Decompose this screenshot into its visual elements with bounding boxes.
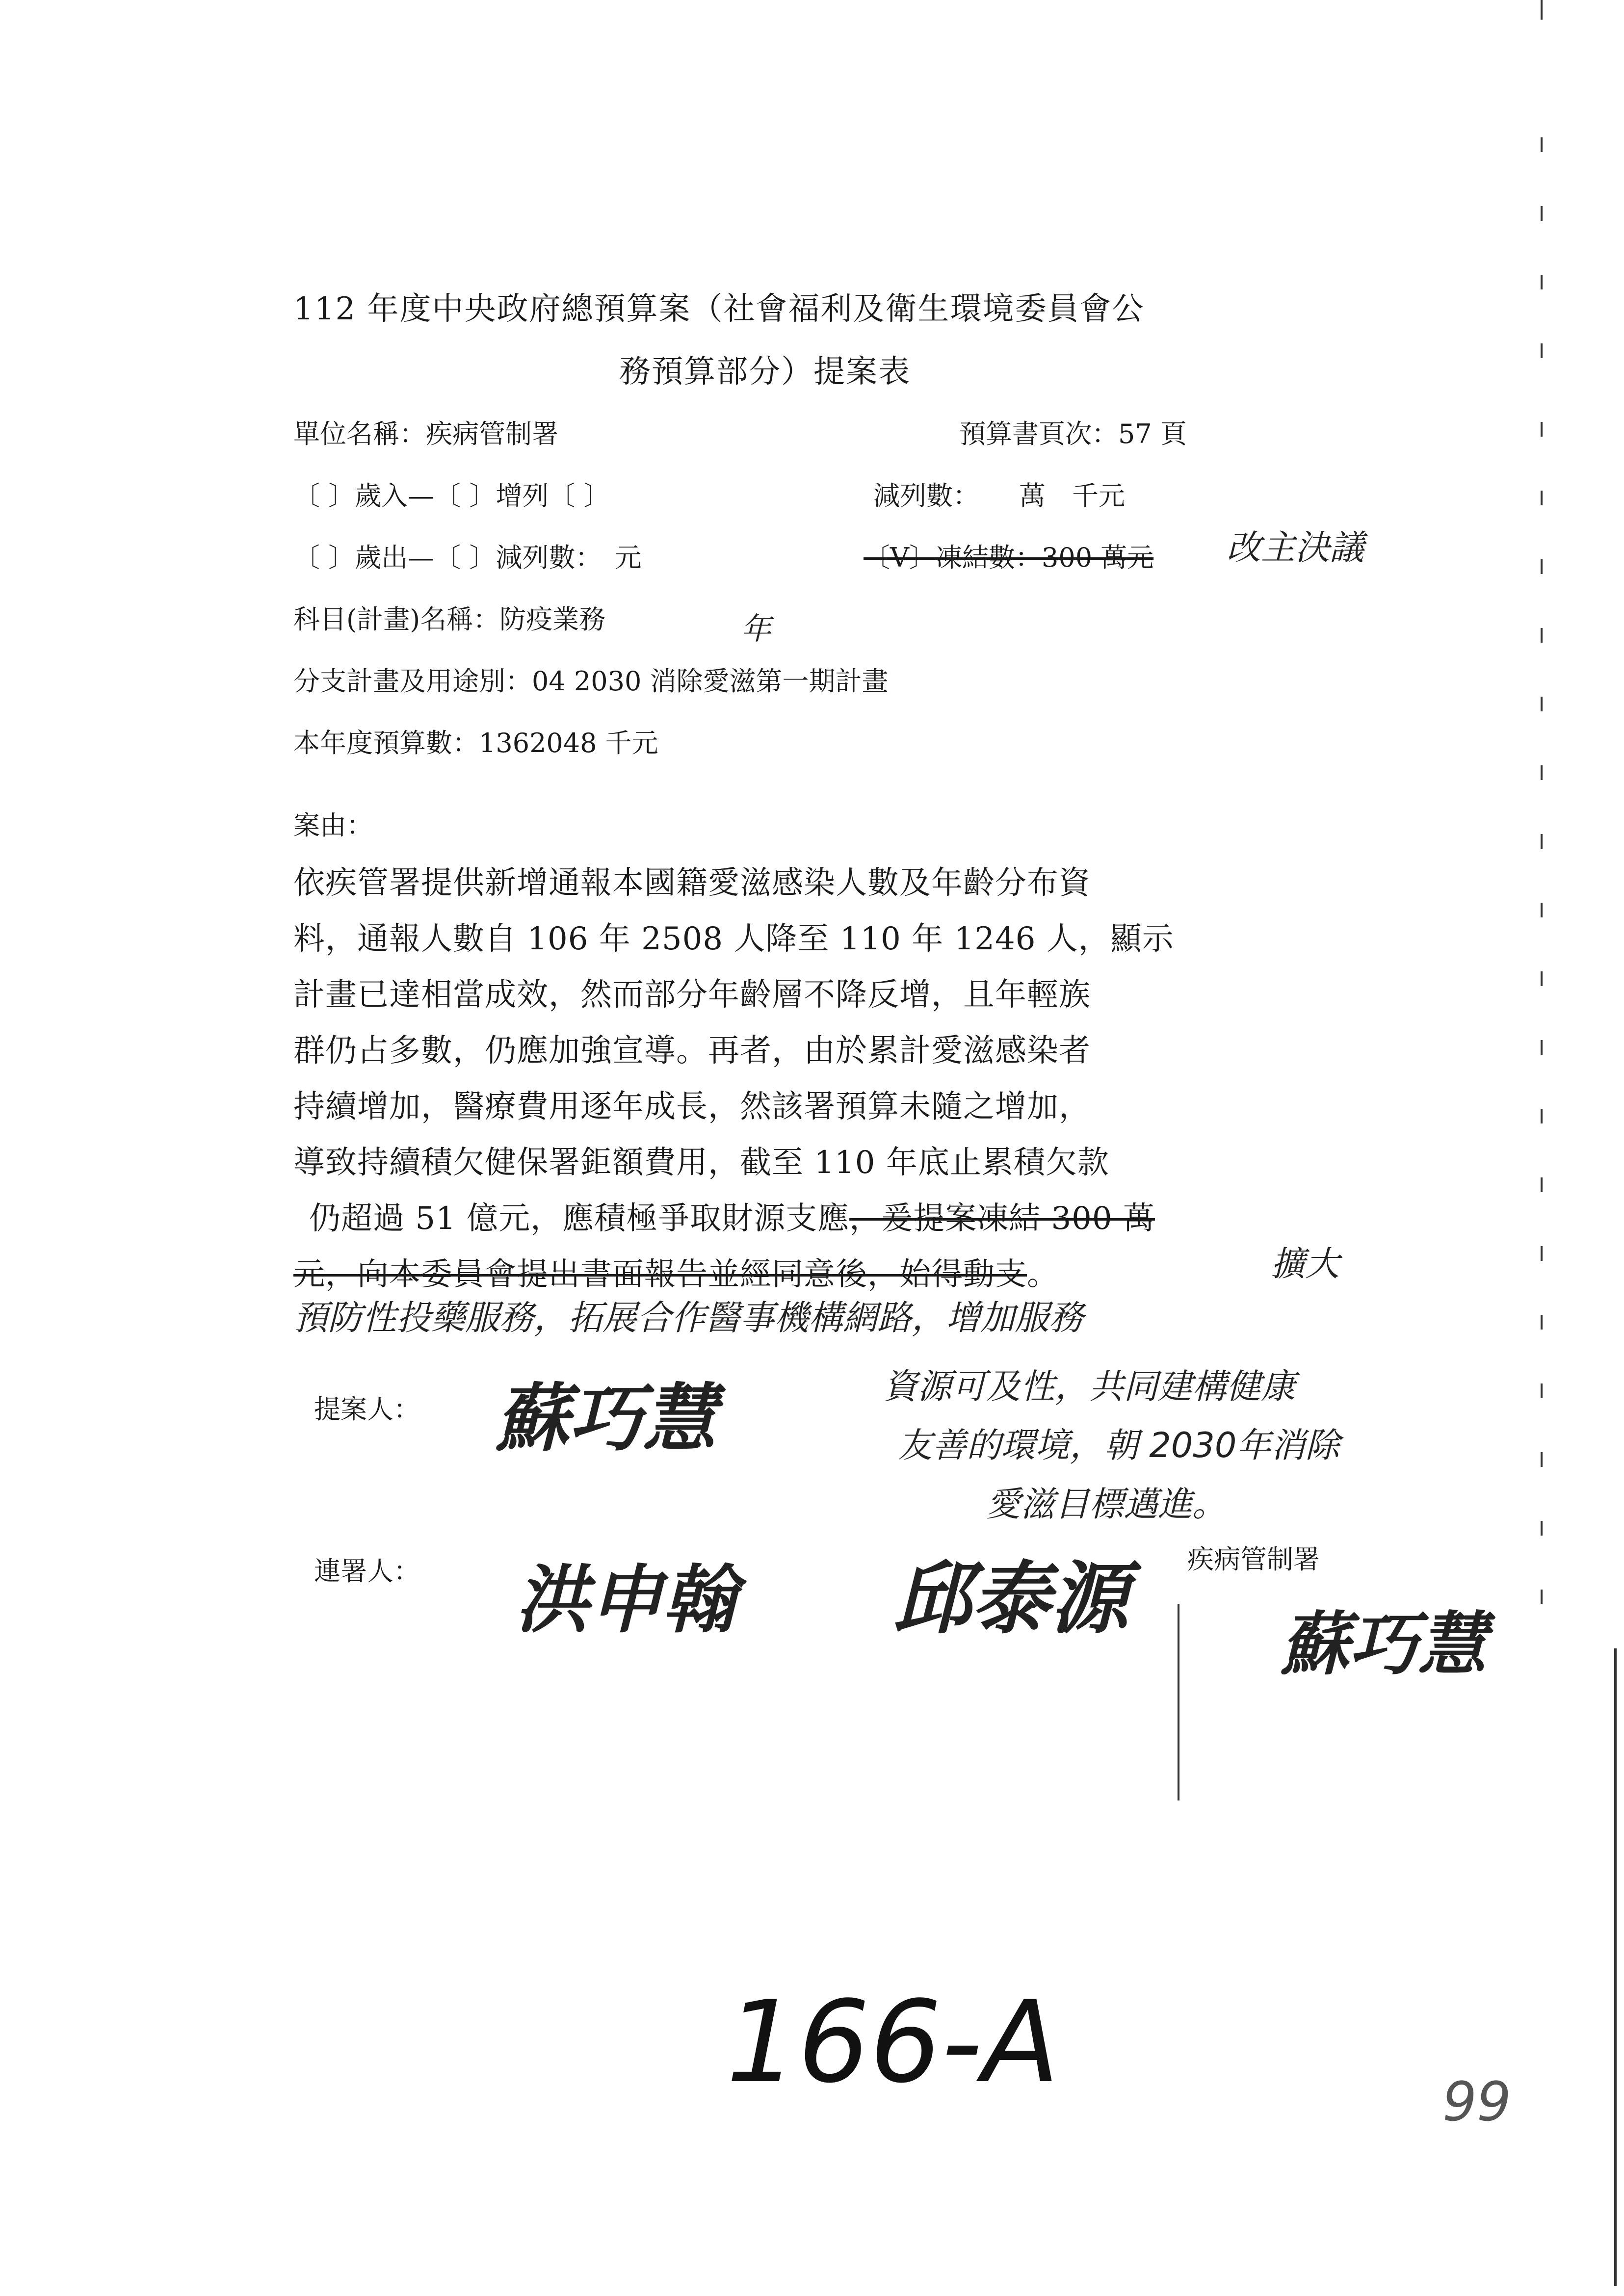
freeze-amount-struck: 〔V〕凍結數：300 萬元 bbox=[864, 542, 1154, 573]
document-title-line2: 務預算部分）提案表 bbox=[619, 354, 911, 390]
reason-line-5: 持續增加，醫療費用逐年成長，然該署預算未隨之增加， bbox=[293, 1089, 1091, 1125]
handwritten-insert-5: 愛滋目標邁進。 bbox=[986, 1484, 1227, 1524]
scan-mark bbox=[1541, 1177, 1543, 1192]
handwritten-annotation: 改主決議 bbox=[1227, 527, 1364, 568]
scan-mark bbox=[1541, 765, 1543, 780]
scan-mark bbox=[1541, 1040, 1543, 1055]
budget-page-ref: 預算書頁次：57 頁 bbox=[959, 418, 1187, 449]
scan-mark bbox=[1541, 491, 1543, 505]
scan-mark bbox=[1541, 0, 1543, 20]
reason-line-2: 料，通報人數自 106 年 2508 人降至 110 年 1246 人，顯示 bbox=[293, 921, 1174, 957]
reason-line-1: 依疾管署提供新增通報本國籍愛滋感染人數及年齡分布資 bbox=[293, 865, 1091, 901]
cosigner-label: 連署人： bbox=[314, 1556, 420, 1587]
scan-edge-line bbox=[1614, 1648, 1617, 2286]
scan-mark bbox=[1541, 1590, 1543, 1604]
reduce-amount: 減列數： 萬 千元 bbox=[873, 480, 1125, 511]
scan-mark bbox=[1541, 971, 1543, 986]
reason-line-8-tail: 。 bbox=[1027, 1256, 1059, 1293]
revenue-line: 〔 〕歲入—〔 〕增列〔 〕 bbox=[293, 480, 610, 511]
proposer-signature: 蘇巧慧 bbox=[496, 1376, 717, 1461]
reason-line-4: 群仍占多數，仍應加強宣導。再者，由於累計愛滋感染者 bbox=[293, 1033, 1091, 1069]
case-number: 166-A bbox=[726, 1977, 1060, 2108]
reason-line-6: 導致持續積欠健保署鉅額費用，截至 110 年底止累積欠款 bbox=[293, 1145, 1109, 1181]
budget-amount: 本年度預算數：1362048 千元 bbox=[293, 728, 658, 758]
scan-mark bbox=[1541, 137, 1543, 152]
document-title-line1: 112 年度中央政府總預算案（社會福利及衛生環境委員會公 bbox=[293, 291, 1145, 327]
scan-mark bbox=[1541, 903, 1543, 917]
scan-mark bbox=[1541, 559, 1543, 574]
unit-name: 單位名稱：疾病管制署 bbox=[293, 418, 558, 449]
handwritten-insert-1: 擴大 bbox=[1271, 1244, 1339, 1284]
reason-line-7-text: 仍超過 51 億元，應積極爭取財源支應 bbox=[309, 1200, 850, 1237]
scan-mark bbox=[1541, 1383, 1543, 1398]
scan-mark bbox=[1541, 422, 1543, 437]
handwritten-insert-4: 友善的環境，朝 2030年消除 bbox=[898, 1425, 1340, 1465]
handwritten-insert-3: 資源可及性，共同建構健康 bbox=[883, 1366, 1295, 1407]
branch-plan-suffix: 消除愛滋第一期計畫 bbox=[650, 666, 889, 697]
scan-mark bbox=[1541, 628, 1543, 643]
handwritten-insert-year: 年 bbox=[741, 611, 772, 647]
subject-name: 科目(計畫)名稱：防疫業務 bbox=[293, 604, 606, 635]
scan-mark bbox=[1541, 697, 1543, 711]
scan-mark bbox=[1541, 1246, 1543, 1261]
scan-mark bbox=[1541, 206, 1543, 221]
scan-mark bbox=[1541, 1452, 1543, 1467]
scan-mark bbox=[1541, 834, 1543, 849]
handwritten-insert-2: 預防性投藥服務，拓展合作醫事機構網路，增加服務 bbox=[293, 1298, 1083, 1338]
reason-line-7 bbox=[309, 1193, 1155, 1238]
scan-mark bbox=[1541, 275, 1543, 289]
reason-line-7-struck: ，爰提案凍結 300 萬 bbox=[849, 1200, 1155, 1237]
cosigner-signature-1: 洪申翰 bbox=[515, 1558, 736, 1643]
reason-label: 案由： bbox=[293, 810, 373, 841]
branch-plan bbox=[293, 660, 888, 698]
agency-name: 疾病管制署 bbox=[1187, 1544, 1320, 1575]
branch-plan-prefix: 分支計畫及用途別：04 2030 bbox=[293, 666, 642, 697]
proposer-label: 提案人： bbox=[314, 1394, 420, 1425]
scan-mark bbox=[1541, 343, 1543, 358]
signature-tail-stroke bbox=[1178, 1604, 1179, 1800]
page-number: 99 bbox=[1442, 2070, 1511, 2133]
cosigner-signature-2: 邱泰源 bbox=[893, 1553, 1129, 1644]
reason-line-8-struck: 元，向本委員會提出書面報告並經同意後，始得動支 bbox=[293, 1256, 1027, 1293]
scan-mark bbox=[1541, 1315, 1543, 1330]
scan-mark bbox=[1541, 1521, 1543, 1536]
reason-line-8 bbox=[293, 1249, 1059, 1294]
scan-mark bbox=[1541, 1109, 1543, 1123]
cosigner-signature-3: 蘇巧慧 bbox=[1281, 1605, 1487, 1685]
expenditure-line: 〔 〕歲出—〔 〕減列數： 元 bbox=[293, 542, 642, 573]
reason-line-3: 計畫已達相當成效，然而部分年齡層不降反增，且年輕族 bbox=[293, 977, 1091, 1013]
